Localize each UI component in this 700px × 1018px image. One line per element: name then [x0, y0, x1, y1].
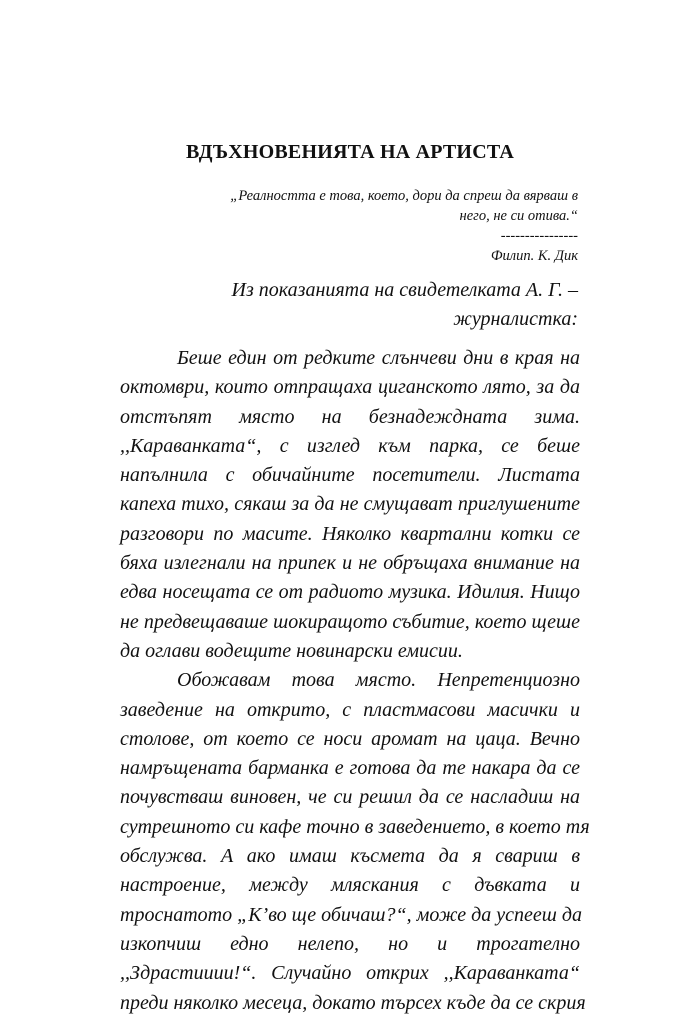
- epigraph: [138, 186, 578, 266]
- body-line: разговори по масите. Няколко квартални котки се: [120, 522, 580, 545]
- testimony-line: Из показанията на свидетелката А. Г. –: [231, 279, 578, 301]
- body-line: почувстваш виновен, че си решил да се насладиш на: [120, 786, 580, 809]
- body-line: ,,Караванката“, с изглед към парка, се беше: [120, 434, 580, 457]
- testimony-line: журналистка:: [453, 308, 578, 330]
- body-line: намръщената барманка е готова да те накара да се: [120, 757, 580, 780]
- body-text: [120, 344, 590, 1018]
- body-line: едва носещата се от радиото музика. Идилия. Нищо: [120, 581, 580, 604]
- epigraph-line: „Реалността е това, което, дори да спреш да вярваш в: [230, 188, 578, 204]
- testimony-heading: [138, 276, 578, 334]
- body-line: октомври, които отпращаха циганското лято, за да: [120, 376, 580, 399]
- epigraph-separator: ----------------: [500, 228, 578, 244]
- body-line: да оглави водещите новинарски емисии.: [120, 639, 463, 662]
- body-line: столове, от което се носи аромат на цаца. Вечно: [120, 727, 580, 750]
- chapter-title: ВДЪХНОВЕНИЯТА НА АРТИСТА: [185, 141, 515, 163]
- body-line: Обожавам това място. Непретенциозно: [177, 669, 580, 692]
- body-line: обслужва. А ако имаш късмета да я свариш в: [120, 845, 580, 868]
- body-line: отстъпят място на безнадеждната зима.: [120, 405, 580, 428]
- body-line: настроение, между мляскания с дъвката и: [120, 874, 580, 897]
- body-line: не предвещаваше шокиращото събитие, което щеше: [120, 610, 580, 633]
- epigraph-line: него, не си отива.“: [459, 208, 578, 224]
- epigraph-author: Филип. К. Дик: [490, 248, 578, 264]
- body-line: капеха тихо, сякаш за да не смущават приглушените: [120, 493, 580, 516]
- body-line: напълнила с обичайните посетители. Листата: [120, 464, 580, 487]
- body-line: троснатото „К’во ще обичаш?“, може да успееш да: [120, 903, 582, 926]
- body-line: бяха излегнали на припек и не обръщаха внимание на: [120, 552, 580, 575]
- body-line: ,,Здрастииии!“. Случайно открих ,,Караванката“: [120, 962, 580, 985]
- body-line: изкопчиш едно нелепо, но и трогателно: [120, 932, 580, 955]
- body-line: сутрешното си кафе точно в заведението, в което тя: [120, 815, 590, 838]
- body-line: заведение на открито, с пластмасови масички и: [120, 698, 580, 721]
- body-line: Беше един от редките слънчеви дни в края на: [177, 347, 580, 369]
- body-line: преди няколко месеца, докато търсех къде да се скрия: [120, 991, 586, 1014]
